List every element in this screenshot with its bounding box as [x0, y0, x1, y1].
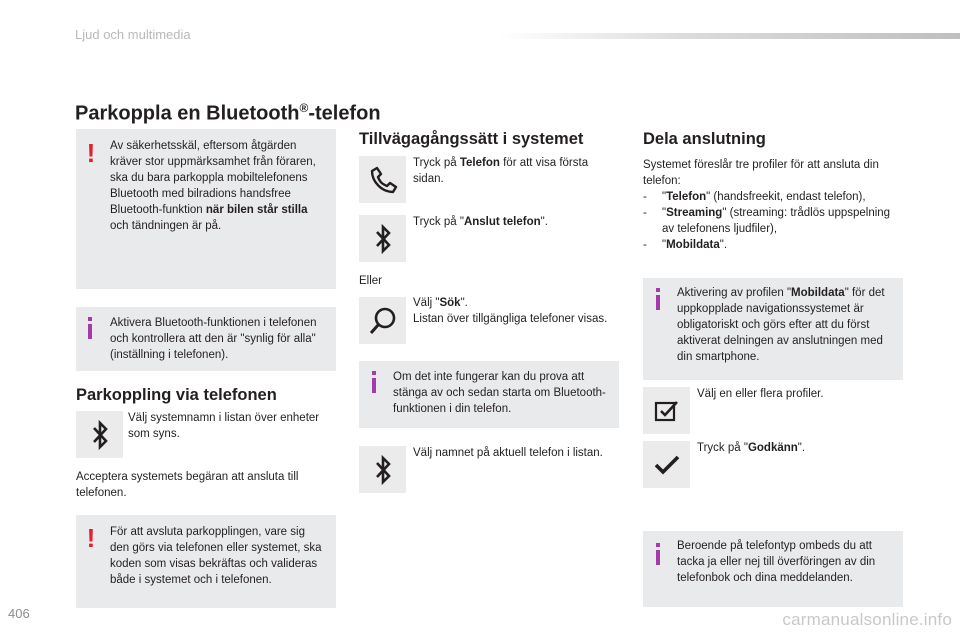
running-header: Ljud och multimedia: [75, 27, 191, 42]
warning-text-safety: Av säkerhetsskäl, eftersom åtgärden kräver stor uppmärksamhet från föraren, ska du bara parkoppla mobiltelefonens Bluetooth med bilradions handsfree Bluetooth-funktion när bilen står stilla och tändningen är på.: [110, 140, 316, 232]
info-text-activate: Aktivera Bluetooth-funktionen i telefonen och kontrollera att den är "synlig för alla" (inställning i telefonen).: [110, 317, 317, 361]
bluetooth-icon-box: [359, 215, 406, 262]
info-icon: [652, 288, 666, 310]
step-select-profiles: Välj en eller flera profiler.: [697, 388, 824, 400]
info-text-mobile-data: Aktivering av profilen "Mobildata" för det uppkopplade navigationssystemet är obligatoriskt och görs efter att du först aktiverat delningen av anslutningen med din smartphone.: [677, 287, 885, 363]
section-title-share-connection: Dela anslutning: [643, 130, 766, 148]
warning-icon: !: [86, 523, 96, 553]
bluetooth-icon-box: [76, 411, 123, 458]
phone-icon: [368, 165, 398, 195]
phone-icon-box: [359, 156, 406, 203]
info-text-restart: Om det inte fungerar kan du prova att stänga av och sedan starta om Bluetooth-funktionen i din telefon.: [393, 371, 606, 415]
page-number: 406: [8, 606, 30, 621]
checkmark-icon: [654, 454, 680, 476]
bluetooth-icon: [375, 455, 391, 485]
info-icon: [652, 543, 666, 565]
step-select-system-name: Välj systemnamn i listan över enheter som syns.: [128, 412, 320, 440]
warning-box-safety: [76, 129, 336, 289]
profiles-intro: Systemet föreslår tre profiler för att ansluta din telefon: - "Telefon" (handsfreekit, endast telefon), - "Streaming" (streaming: trådlös uppspelning av telefonens ljudfiler), - "Mobildata".: [643, 157, 905, 253]
checkbox-icon-box: [643, 387, 690, 434]
profile-item-telefon: - "Telefon" (handsfreekit, endast telefon),: [643, 191, 866, 203]
info-box-activate: [76, 307, 336, 371]
search-icon: [367, 305, 399, 337]
warning-icon: !: [86, 138, 96, 168]
step-press-phone: Tryck på Telefon för att visa första sidan.: [413, 157, 589, 185]
info-icon: [84, 317, 98, 339]
warning-text-validate: För att avsluta parkopplingen, vare sig den görs via telefonen eller systemet, ska koden som visas bekräftas och valideras både i systemet och i telefonen.: [110, 526, 322, 586]
warning-box-validate: [76, 515, 336, 608]
info-box-restart: [359, 361, 619, 428]
profile-item-streaming: - "Streaming" (streaming: trådlös uppspelning av telefonens ljudfiler),: [643, 207, 891, 235]
step-press-accept: Tryck på "Godkänn".: [697, 442, 806, 454]
info-text-phonebook: Beroende på telefontyp ombeds du att tacka ja eller nej till överföringen av din telefonbok och dina meddelanden.: [677, 540, 876, 584]
or-text: Eller: [359, 275, 383, 287]
info-icon: [368, 371, 382, 393]
header-rule: [500, 33, 960, 39]
watermark: carmanualsonline.info: [782, 610, 952, 629]
info-box-mobile-data: [643, 278, 903, 380]
step-search: Välj "Sök". Listan över tillgängliga telefoner visas.: [413, 297, 608, 325]
accept-request-text: Acceptera systemets begäran att ansluta till telefonen.: [76, 471, 299, 499]
search-icon-box: [359, 297, 406, 344]
checkmark-icon-box: [643, 441, 690, 488]
page-title: Parkoppla en Bluetooth®-telefon: [75, 101, 381, 125]
checkbox-icon: [654, 399, 680, 423]
section-title-phone-pairing: Parkoppling via telefonen: [76, 386, 277, 404]
section-title-system-procedure: Tillvägagångssätt i systemet: [359, 130, 584, 148]
profile-item-mobildata: - "Mobildata".: [643, 239, 728, 251]
bluetooth-icon-box: [359, 446, 406, 493]
step-select-phone-name: Välj namnet på aktuell telefon i listan.: [413, 447, 603, 459]
registered-mark: ®: [299, 101, 309, 115]
bluetooth-icon: [92, 420, 108, 450]
bluetooth-icon: [375, 224, 391, 254]
step-connect-phone: Tryck på "Anslut telefon".: [413, 216, 548, 228]
info-box-phonebook: [643, 531, 903, 607]
